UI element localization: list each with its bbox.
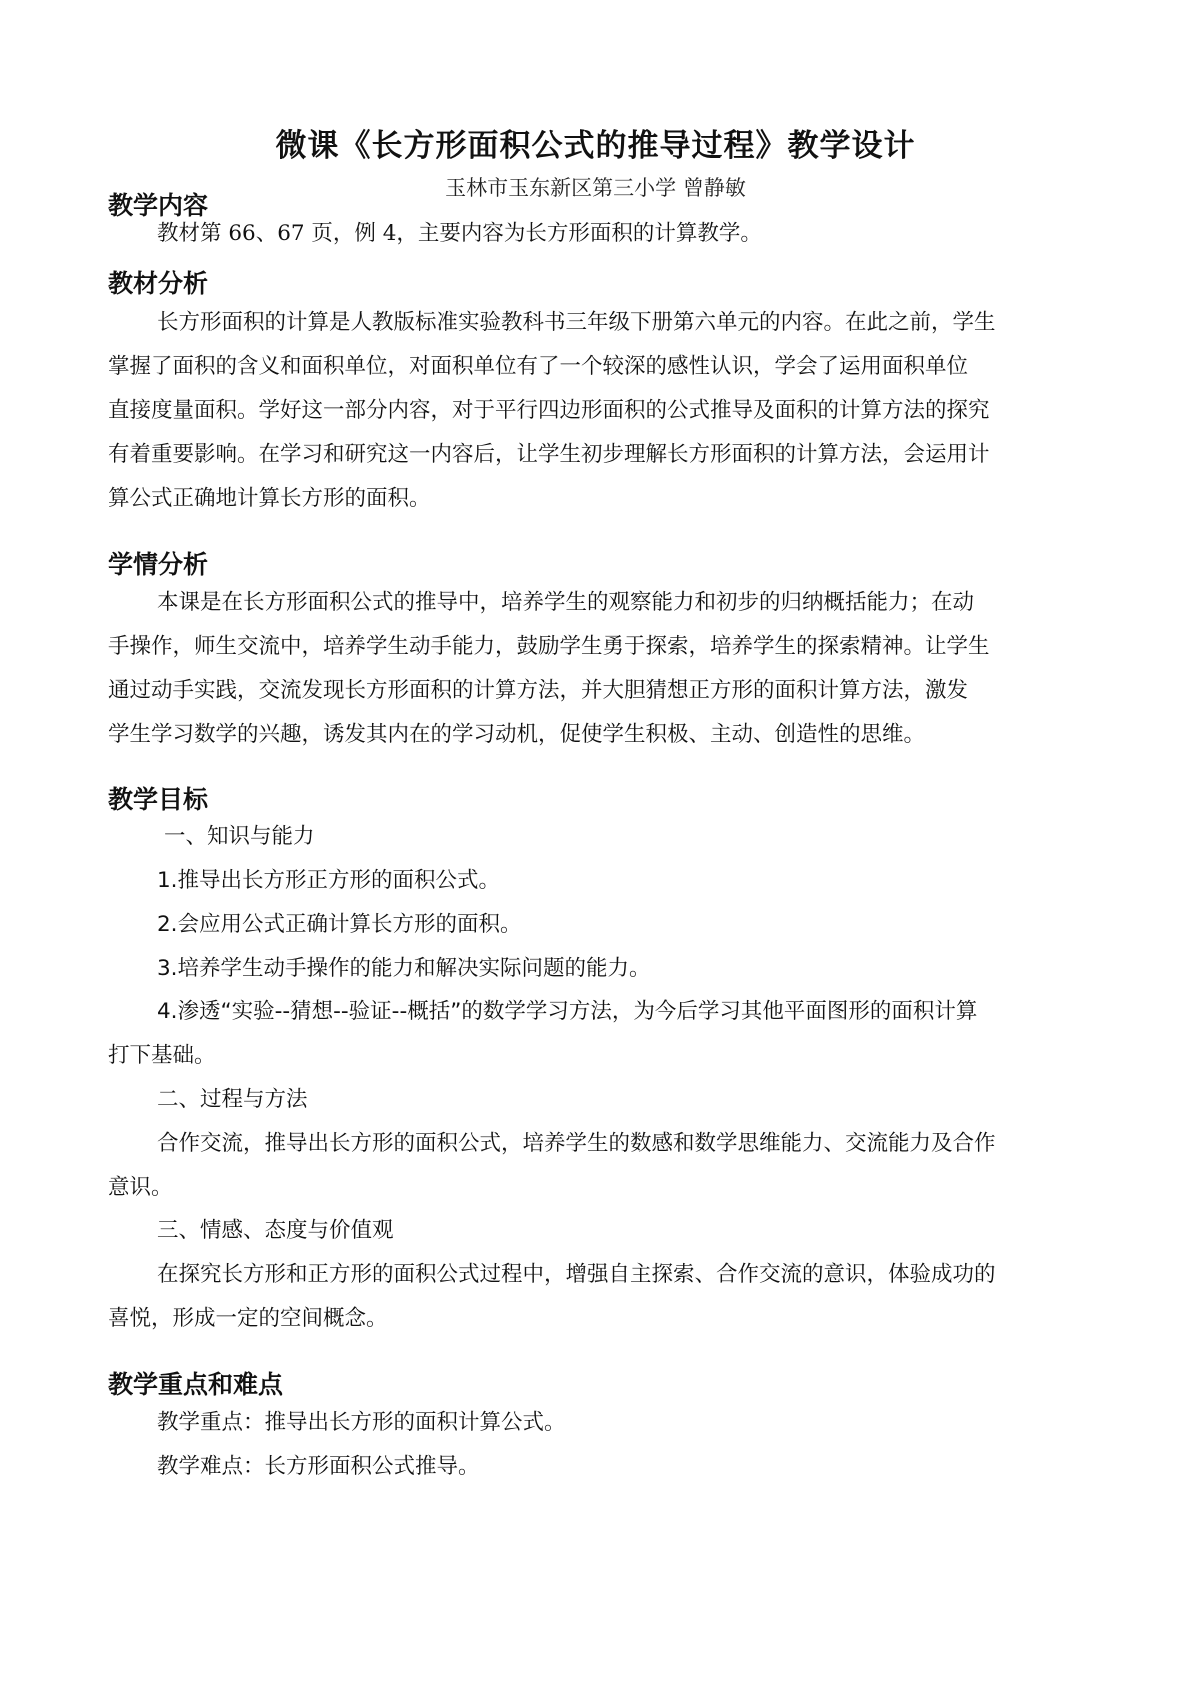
- paragraph-line: 有着重要影响。在学习和研究这一内容后，让学生初步理解长方形面积的计算方法，会运用计: [108, 442, 990, 467]
- section-heading-students: 学情分析: [108, 550, 209, 579]
- goal-item: 3.培养学生动手操作的能力和解决实际问题的能力。: [157, 956, 651, 981]
- subheading-process: 二、过程与方法: [157, 1087, 308, 1112]
- paragraph-line: 学生学习数学的兴趣，诱发其内在的学习动机，促使学生积极、主动、创造性的思维。: [108, 722, 926, 747]
- section-heading-keypoints: 教学重点和难点: [108, 1370, 284, 1399]
- paragraph-line: 长方形面积的计算是人教版标准实验教科书三年级下册第六单元的内容。在此之前，学生: [157, 310, 996, 335]
- paragraph-line: 掌握了面积的含义和面积单位，对面积单位有了一个较深的感性认识，学会了运用面积单位: [108, 354, 969, 379]
- paragraph-line: 本课是在长方形面积公式的推导中，培养学生的观察能力和初步的归纳概括能力；在动: [157, 590, 975, 615]
- subheading-knowledge: 一、知识与能力: [164, 824, 315, 849]
- paragraph-line: 直接度量面积。学好这一部分内容，对于平行四边形面积的公式推导及面积的计算方法的探究: [108, 398, 990, 423]
- goal-item: 1.推导出长方形正方形的面积公式。: [157, 868, 501, 893]
- paragraph-line: 算公式正确地计算长方形的面积。: [108, 486, 431, 511]
- section-heading-goals: 教学目标: [108, 785, 209, 814]
- paragraph-line: 通过动手实践，交流发现长方形面积的计算方法，并大胆猜想正方形的面积计算方法，激发: [108, 678, 969, 703]
- subheading-emotion: 三、情感、态度与价值观: [157, 1218, 394, 1243]
- goal-item: 2.会应用公式正确计算长方形的面积。: [157, 912, 522, 937]
- section-heading-textbook: 教材分析: [108, 269, 209, 298]
- author-line: 玉林市玉东新区第三小学 曾静敏: [445, 176, 746, 200]
- key-point: 教学重点：推导出长方形的面积计算公式。: [157, 1410, 566, 1435]
- paragraph-line: 合作交流，推导出长方形的面积公式，培养学生的数感和数学思维能力、交流能力及合作: [157, 1131, 996, 1156]
- paragraph-line: 手操作，师生交流中，培养学生动手能力，鼓励学生勇于探索，培养学生的探索精神。让学生: [108, 634, 990, 659]
- section-heading-content: 教学内容: [108, 191, 209, 220]
- paragraph-line: 意识。: [108, 1175, 173, 1200]
- goal-item-continuation: 打下基础。: [108, 1043, 216, 1068]
- document-title: 微课《长方形面积公式的推导过程》教学设计: [275, 128, 916, 164]
- goal-item: 4.渗透“实验--猜想--验证--概括”的数学学习方法，为今后学习其他平面图形的面积计算: [157, 999, 978, 1024]
- difficult-point: 教学难点：长方形面积公式推导。: [157, 1454, 480, 1479]
- content-text: 教材第 66、67 页，例 4，主要内容为长方形面积的计算教学。: [157, 221, 762, 246]
- paragraph-line: 喜悦，形成一定的空间概念。: [108, 1306, 388, 1331]
- paragraph-line: 在探究长方形和正方形的面积公式过程中，增强自主探索、合作交流的意识，体验成功的: [157, 1262, 996, 1287]
